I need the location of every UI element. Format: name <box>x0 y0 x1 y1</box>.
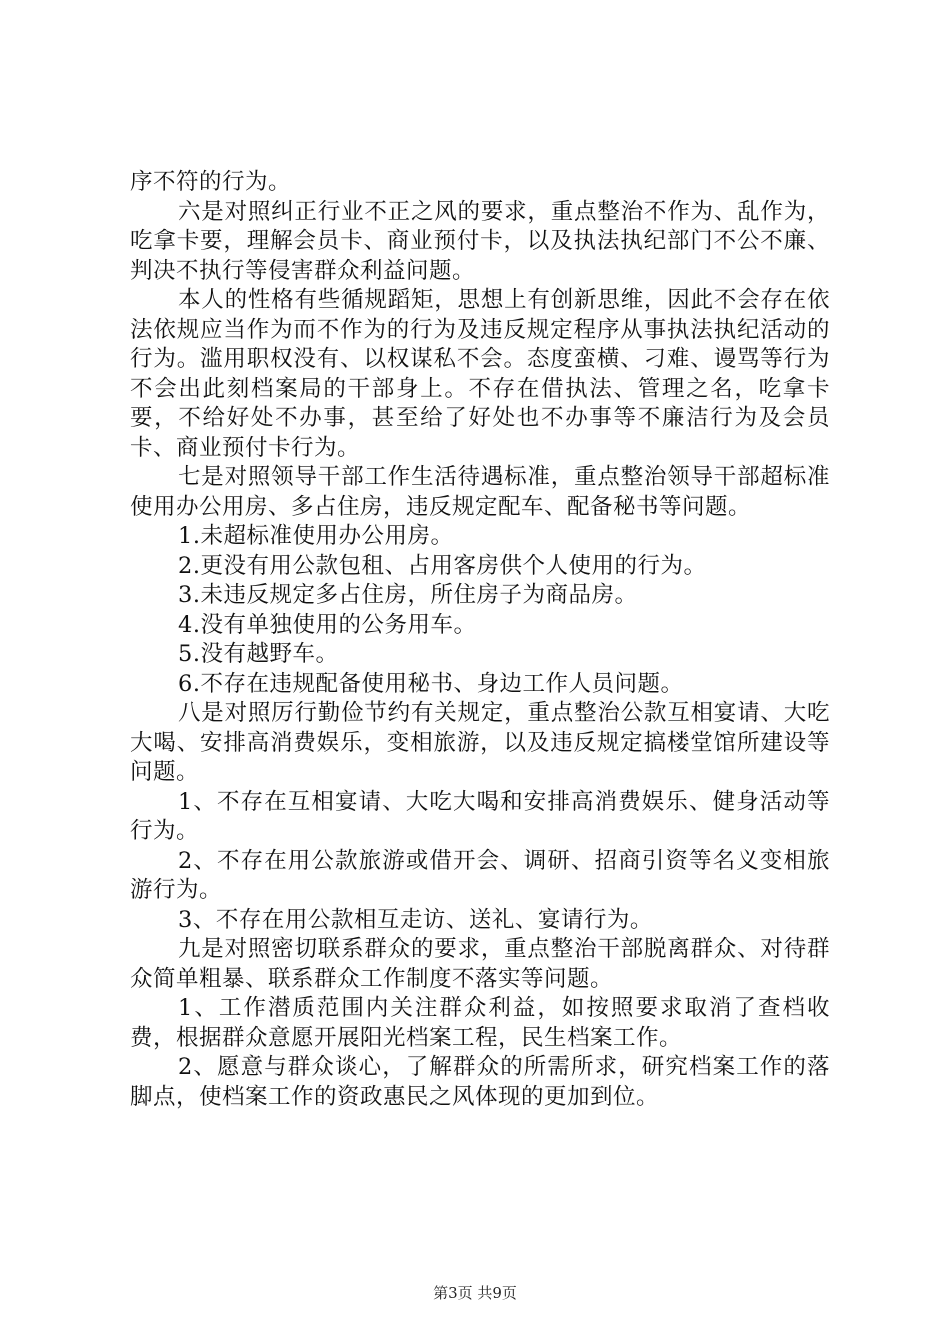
page-number-footer: 第3页 共9页 <box>433 1284 517 1302</box>
list-item: 4.没有单独使用的公务用车。 <box>178 611 477 638</box>
paragraph: 六是对照纠正行业不正之风的要求，重点整治不作为、乱作为，吃拿卡要，理解会员卡、商业预付卡，以及执法执纪部门不公不廉、判决不执行等侵害群众利益问题。 <box>130 198 830 284</box>
paragraph: 七是对照领导干部工作生活待遇标准，重点整治领导干部超标准使用办公用房、多占住房，违反规定配车、配备秘书等问题。 <box>130 464 830 520</box>
list-item: 1.未超标准使用办公用房。 <box>178 523 454 549</box>
list-item: 3.未违反规定多占住房，所住房子为商品房。 <box>178 582 638 608</box>
list-item: 1、工作潜质范围内关注群众利益，如按照要求取消了查档收费，根据群众意愿开展阳光档案工程，民生档案工作。 <box>130 995 830 1051</box>
list-item: 2、愿意与群众谈心，了解群众的所需所求，研究档案工作的落脚点，使档案工作的资政惠民之风体现的更加到位。 <box>130 1054 830 1110</box>
paragraph: 本人的性格有些循规蹈矩，思想上有创新思维，因此不会存在依法依规应当作为而不作为的行为及违反规定程序从事执法执纪活动的行为。滥用职权没有、以权谋私不会。态度蛮横、刁难、谩骂等行为不会出此刻档案局的干部身上。不存在借执法、管理之名，吃拿卡要，不给好处不办事，甚至给了好处也不办事等不廉洁行为及会员卡、商业预付卡行为。 <box>130 287 830 461</box>
paragraph: 序不符的行为。 <box>130 169 292 195</box>
list-item: 1、不存在互相宴请、大吃大喝和安排高消费娱乐、健身活动等行为。 <box>130 788 830 844</box>
paragraph: 八是对照厉行勤俭节约有关规定，重点整治公款互相宴请、大吃大喝、安排高消费娱乐，变相旅游，以及违反规定搞楼堂馆所建设等问题。 <box>130 700 830 785</box>
list-item: 2、不存在用公款旅游或借开会、调研、招商引资等名义变相旅游行为。 <box>130 847 830 903</box>
list-item: 5.没有越野车。 <box>178 641 339 667</box>
paragraph: 九是对照密切联系群众的要求，重点整治干部脱离群众、对待群众简单粗暴、联系群众工作制度不落实等问题。 <box>130 936 830 992</box>
list-item: 3、不存在用公款相互走访、送礼、宴请行为。 <box>178 906 653 933</box>
list-item: 6.不存在违规配备使用秘书、身边工作人员问题。 <box>178 670 684 697</box>
list-item: 2.更没有用公款包租、占用客房供个人使用的行为。 <box>178 552 707 579</box>
document-body <box>130 168 830 1112</box>
